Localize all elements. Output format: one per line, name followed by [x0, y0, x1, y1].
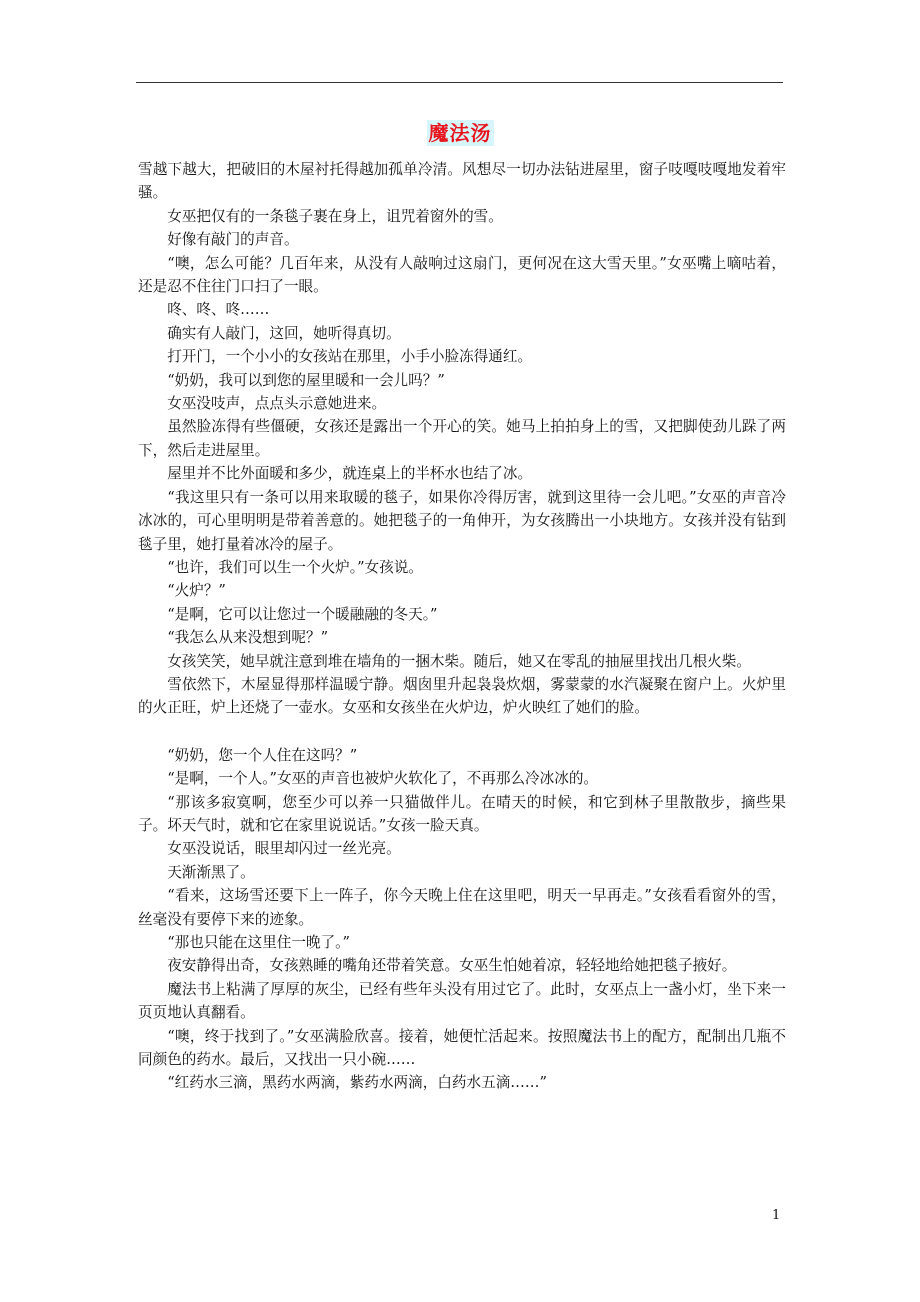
- paragraph: 女巫没说话，眼里却闪过一丝光亮。: [167, 840, 401, 858]
- paragraph: “我这里只有一条可以用来取暖的毯子，如果你冷得厉害，就到这里待一会儿吧。”女巫的声音冷冰冰的，可心里明明是带着善意的。她把毯子的一角伸开，为女孩腾出一小块地方。女孩并没有钻到毯子里，她打量着冰冷的屋子。: [138, 488, 786, 553]
- paragraph: “我怎么从来没想到呢？”: [167, 629, 329, 647]
- paragraph: 虽然脸冻得有些僵硬，女孩还是露出一个开心的笑。她马上拍拍身上的雪，又把脚使劲儿跺了两下，然后走进屋里。: [138, 418, 786, 459]
- paragraph: 女巫没吱声，点点头示意她进来。: [167, 395, 387, 413]
- paragraph: “奶奶，您一个人住在这吗？”: [167, 746, 358, 764]
- document-body: [138, 158, 786, 1095]
- paragraph: “红药水三滴，黑药水两滴，紫药水两滴，白药水五滴……”: [167, 1074, 547, 1092]
- paragraph: “是啊，一个人。”女巫的声音也被炉火软化了，不再那么冷冰冰的。: [167, 770, 599, 788]
- document-title: 魔法汤: [428, 121, 492, 145]
- paragraph: 确实有人敲门，这回，她听得真切。: [167, 324, 401, 342]
- paragraph: “看来，这场雪还要下上一阵子，你今天晚上住在这里吧，明天一早再走。”女孩看看窗外的雪，丝毫没有要停下来的迹象。: [138, 887, 786, 928]
- paragraph: 屋里并不比外面暖和多少，就连桌上的半杯水也结了冰。: [167, 465, 533, 483]
- paragraph: 魔法书上粘满了厚厚的灰尘，已经有些年头没有用过它了。此时，女巫点上一盏小灯，坐下来一页页地认真翻看。: [138, 980, 786, 1022]
- paragraph: 天渐渐黑了。: [167, 863, 255, 881]
- paragraph: 雪越下越大，把破旧的木屋衬托得越加孤单冷清。风想尽一切办法钻进屋里，窗子吱嘎吱嘎地发着牢骚。: [138, 161, 786, 202]
- paragraph: “那也只能在这里住一晚了。”: [167, 934, 350, 951]
- paragraph: 女孩笑笑，她早就注意到堆在墙角的一捆木柴。随后，她又在零乱的抽屉里找出几根火柴。: [167, 652, 751, 670]
- paragraph: 雪依然下，木屋显得那样温暖宁静。烟囱里升起袅袅炊烟，雾蒙蒙的水汽凝聚在窗户上。火炉里的火正旺，炉上还烧了一壶水。女巫和女孩坐在火炉边，炉火映红了她们的脸。: [138, 675, 786, 717]
- header-rule: [136, 82, 783, 83]
- paragraph: “火炉？”: [167, 582, 226, 600]
- paragraph: 女巫把仅有的一条毯子裹在身上，诅咒着窗外的雪。: [167, 207, 503, 225]
- page-number: 1: [772, 1208, 781, 1223]
- paragraph: “奶奶，我可以到您的屋里暖和一会儿吗？”: [167, 371, 445, 389]
- paragraph: 夜安静得出奇，女孩熟睡的嘴角还带着笑意。女巫生怕她着凉，轻轻地给她把毯子掖好。: [167, 957, 737, 975]
- paragraph: “噢，终于找到了。”女巫满脸欣喜。接着，她便忙活起来。按照魔法书上的配方，配制出几瓶不同颜色的药水。最后，又找出一只小碗……: [138, 1027, 786, 1069]
- paragraph: 好像有敲门的声音。: [167, 231, 299, 249]
- paragraph: “噢，怎么可能？几百年来，从没有人敲响过这扇门，更何况在这大雪天里。”女巫嘴上嘀咕着，还是忍不住往门口扫了一眼。: [138, 254, 786, 296]
- paragraph: “也许，我们可以生一个火炉。”女孩说。: [167, 558, 423, 576]
- title-container: [0, 120, 920, 146]
- paragraph: “是啊，它可以让您过一个暖融融的冬天。”: [167, 605, 438, 623]
- paragraph: 咚、咚、咚……: [167, 301, 270, 319]
- paragraph: “那该多寂寞啊，您至少可以养一只猫做伴儿。在晴天的时候，和它到林子里散散步，摘些果子。坏天气时，就和它在家里说说话。”女孩一脸天真。: [138, 793, 786, 834]
- paragraph: 打开门，一个小小的女孩站在那里，小手小脸冻得通红。: [167, 348, 533, 366]
